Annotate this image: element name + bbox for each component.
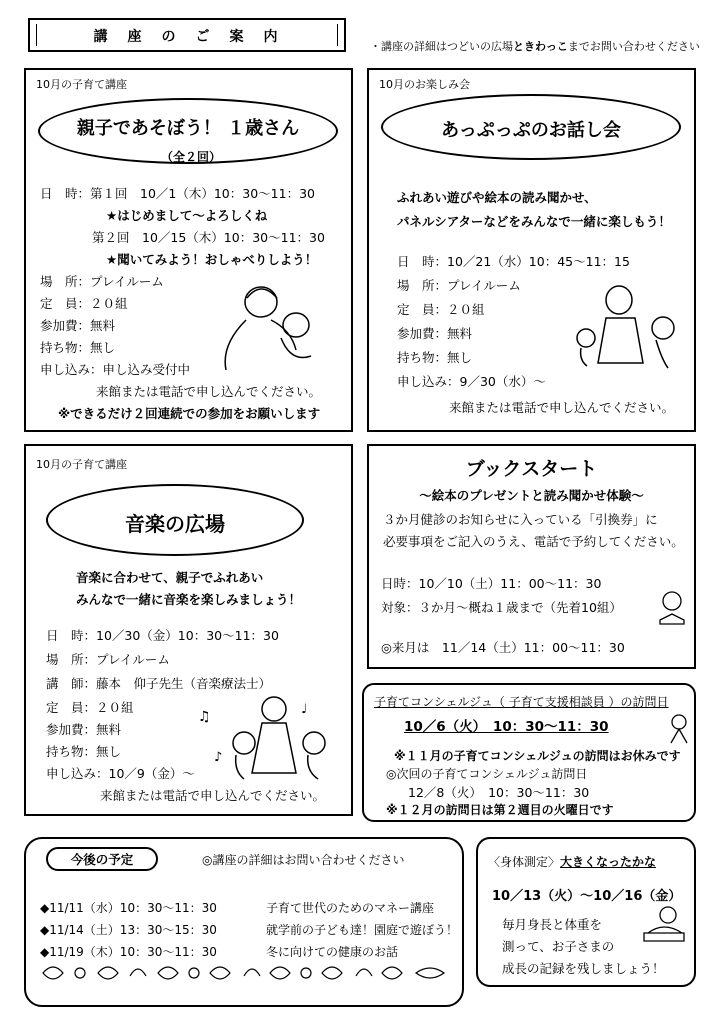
- fee-row: 参加費：無料: [397, 326, 473, 341]
- lecture-intro-2: みんなで一緒に音楽を楽しみましょう！: [76, 592, 302, 607]
- capacity-row: 定 員：２０組: [397, 302, 485, 317]
- concierge-note-1: ※１１月の子育てコンシェルジュの訪問はお休みです: [394, 749, 681, 763]
- apply-row: 申し込み：9／30（水）～: [397, 374, 546, 389]
- date-row-1: 日 時：第１回 10／1（木）10：30～11：30: [40, 186, 315, 201]
- measurement-badge: 〈身体測定〉: [488, 855, 561, 869]
- schedule-badge: 今後の予定: [46, 847, 158, 871]
- apply-row: 申し込み：申し込み受付中: [40, 362, 191, 377]
- instructor-row: 講 師：藤本 仰子先生（音楽療法士）: [46, 676, 272, 691]
- bookstart-desc-2: 必要事項をご記入のうえ、電話で予約してください。: [383, 534, 684, 549]
- capacity-row: 定 員：２０組: [40, 296, 128, 311]
- leaf-border-decoration: [38, 958, 458, 988]
- event-intro-2: パネルシアターなどをみんなで一緒に楽しもう！: [397, 214, 671, 229]
- storyteller-illustration: [571, 278, 686, 373]
- measurement-desc-1: 毎月身長と体重を: [502, 917, 603, 932]
- date-row-2: 第２回 10／15（木）10：30～11：30: [92, 230, 325, 245]
- lecture-intro-1: 音楽に合わせて、親子でふれあい: [76, 570, 264, 585]
- music-illustration: [196, 691, 336, 786]
- event-title: あっぷっぷのお話し会: [441, 120, 621, 141]
- bookstart-date: 日時：10／10（土）11：00～11：30: [381, 576, 602, 591]
- child-illustration: [666, 713, 692, 747]
- apply-row: 申し込み：10／9（金）～: [46, 766, 195, 781]
- schedule-note: ◎講座の詳細はお問い合わせください: [202, 853, 405, 867]
- lecture-box-3: [24, 444, 353, 816]
- box-tag: 10月の子育て講座: [36, 78, 127, 91]
- session-1-note: ★はじめまして～よろしくね: [106, 208, 268, 223]
- bookstart-next: ◎来月は 11／14（土）11：00～11：30: [381, 640, 625, 655]
- apply-method: 来館または電話で申し込んでください。: [96, 384, 322, 399]
- schedule-item-1-date: ◆11/11（水）10：30～11：30: [40, 901, 217, 915]
- concierge-box: [362, 683, 696, 822]
- svg-text:♫: ♫: [198, 709, 211, 725]
- svg-text:♪: ♪: [214, 750, 223, 765]
- items-row: 持ち物：無し: [397, 350, 473, 365]
- bookstart-subtitle: ～絵本のプレゼントと読み聞かせ体験～: [419, 488, 644, 503]
- event-box-2: [367, 68, 696, 432]
- items-row: 持ち物：無し: [40, 340, 116, 355]
- header-title: 講 座 の ご 案 内: [93, 29, 281, 45]
- fee-row: 参加費：無料: [46, 722, 122, 737]
- schedule-item-1-desc: 子育て世代のためのマネー講座: [266, 901, 435, 915]
- items-row: 持ち物：無し: [46, 744, 122, 759]
- date-row: 日 時：10／21（水）10：45～11：15: [397, 254, 630, 269]
- measurement-heading: [488, 853, 656, 870]
- bookstart-title: ブックスタート: [465, 458, 598, 480]
- concierge-note-2: ◎次回の子育てコンシェルジュ訪問日: [386, 767, 588, 781]
- lecture-title: 親子であそぼう！ １歳さん: [76, 118, 300, 139]
- bookstart-desc-1: ３か月健診のお知らせに入っている「引換券」に: [383, 512, 658, 527]
- lecture-subtitle: （全２回）: [161, 150, 222, 164]
- measurement-desc-2: 測って、お子さまの: [502, 939, 615, 954]
- schedule-item-3-desc: 冬に向けての健康のお話: [266, 945, 399, 959]
- lecture-title: 音楽の広場: [125, 512, 225, 536]
- concierge-note-3: 12／8（火） 10：30～11：30: [408, 785, 590, 800]
- apply-method: 来館または電話で申し込んでください。: [100, 788, 326, 803]
- place-row: 場 所：プレイルーム: [397, 278, 521, 293]
- title-oval: [46, 484, 304, 556]
- schedule-item-3-date: ◆11/19（木）10：30～11：30: [40, 945, 217, 959]
- title-oval: [381, 94, 681, 160]
- attendance-note: ※できるだけ２回連続での参加をお願いします: [58, 406, 321, 421]
- concierge-heading: 子育てコンシェルジュ（ 子育て支援相談員 ）の訪問日: [374, 695, 669, 709]
- capacity-row: 定 員：２０組: [46, 700, 134, 715]
- header-banner: [28, 18, 346, 52]
- place-row: 場 所：プレイルーム: [40, 274, 164, 289]
- box-tag: 10月の子育て講座: [36, 458, 127, 471]
- apply-method: 来館または電話で申し込んでください。: [449, 400, 675, 415]
- lecture-box-1: [24, 68, 353, 432]
- header-note: ・講座の詳細はつどいの広場ときわっこまでお問い合わせください: [370, 40, 700, 53]
- measurement-desc-3: 成長の記録を残しましょう！: [502, 961, 665, 976]
- schedule-item-2-date: ◆11/14（土）13：30～15：30: [40, 923, 217, 937]
- baby-scale-illustration: [638, 903, 688, 947]
- measurement-title: 大きくなったかな: [560, 855, 657, 869]
- date-row: 日 時：10／30（金）10：30～11：30: [46, 628, 279, 643]
- bookstart-target: 対象：３か月～概ね１歳まで（先着10組）: [381, 600, 622, 615]
- measurement-box: [476, 837, 696, 987]
- fee-row: 参加費：無料: [40, 318, 116, 333]
- concierge-date: 10／6（火） 10：30～11：30: [404, 719, 609, 735]
- bookstart-box: [367, 444, 696, 669]
- concierge-note-4: ※１２月の訪問日は第２週目の火曜日です: [386, 803, 614, 817]
- event-intro-1: ふれあい遊びや絵本の読み聞かせ、: [397, 190, 597, 205]
- place-row: 場 所：プレイルーム: [46, 652, 170, 667]
- reading-child-illustration: [655, 590, 689, 626]
- svg-text:♩: ♩: [301, 702, 308, 717]
- session-2-note: ★聞いてみよう！おしゃべりしよう！: [106, 252, 318, 267]
- parent-child-illustration: [211, 280, 326, 375]
- measurement-date: 10／13（火）～10／16（金）: [492, 889, 682, 904]
- box-tag: 10月のお楽しみ会: [379, 78, 470, 91]
- schedule-item-2-desc: 就学前の子ども達！園庭で遊ぼう！: [266, 923, 459, 937]
